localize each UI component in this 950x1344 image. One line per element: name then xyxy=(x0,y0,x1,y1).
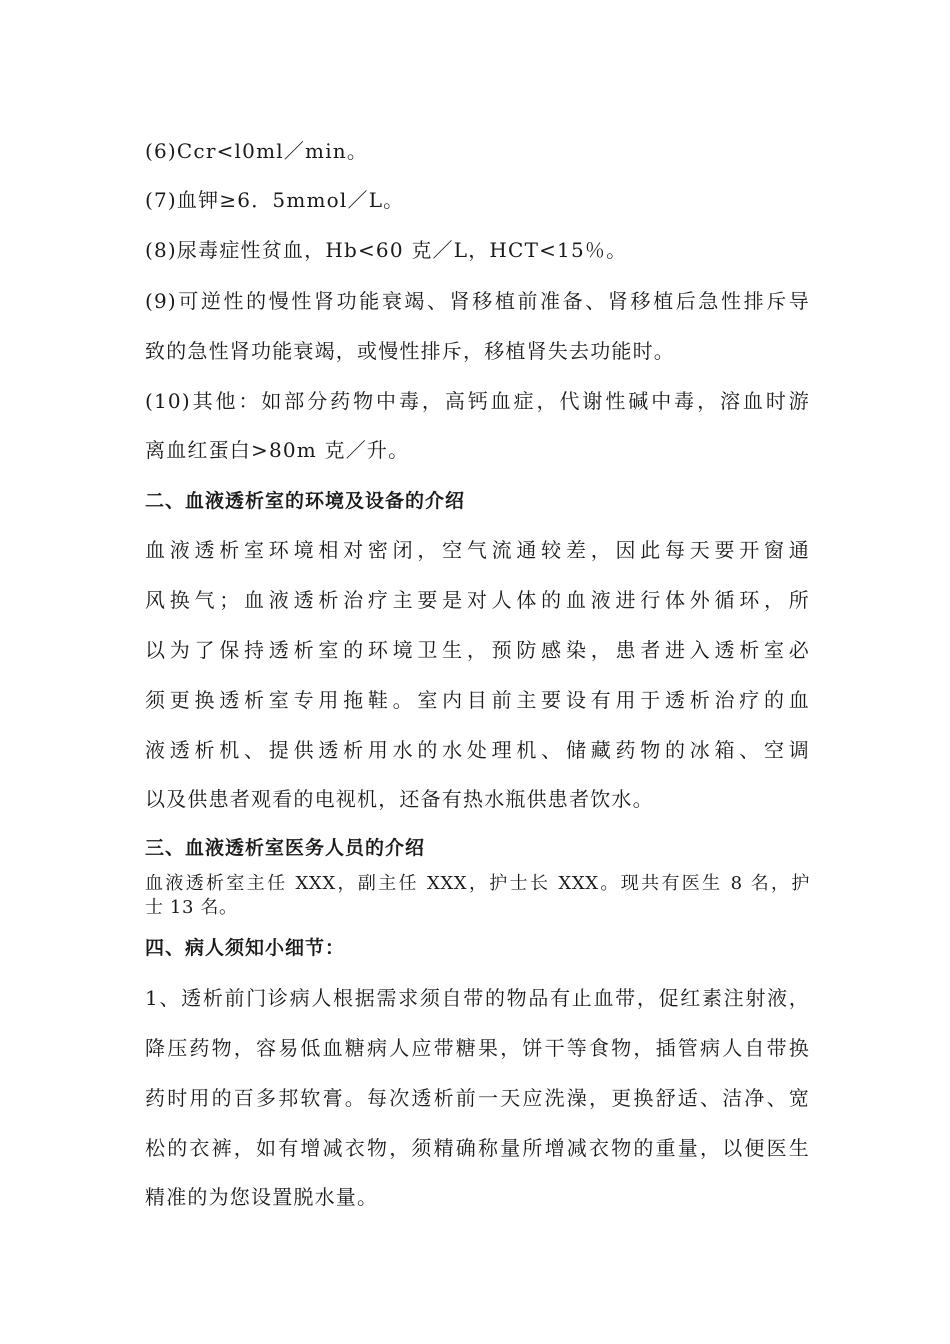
list-item-7: (7)血钾≥6．5mmol／L。 xyxy=(145,188,405,212)
section-2-paragraph-line: 液透析机、提供透析用水的水处理机、储藏药物的冰箱、空调 xyxy=(145,738,810,762)
list-item-9-line-2: 致的急性肾功能衰竭，或慢性排斥，移植肾失去功能时。 xyxy=(145,339,675,363)
section-4-paragraph-line: 降压药物，容易低血糖病人应带糖果，饼干等食物，插管病人自带换 xyxy=(145,1036,810,1060)
list-item-10-line-1: (10)其他：如部分药物中毒，高钙血症，代谢性碱中毒，溶血时游 xyxy=(145,389,810,413)
list-item-9-line-1: (9)可逆性的慢性肾功能衰竭、肾移植前准备、肾移植后急性排斥导 xyxy=(145,289,810,313)
section-2-paragraph-line: 血液透析室环境相对密闭，空气流通较差，因此每天要开窗通 xyxy=(145,538,810,562)
section-2-paragraph-line: 风换气；血液透析治疗主要是对人体的血液进行体外循环，所 xyxy=(145,588,810,612)
section-2-paragraph-line: 须更换透析室专用拖鞋。室内目前主要设有用于透析治疗的血 xyxy=(145,688,810,712)
section-2-paragraph-line: 以为了保持透析室的环境卫生，预防感染，患者进入透析室必 xyxy=(145,638,810,662)
section-3-paragraph-line: 士 13 名。 xyxy=(145,897,238,918)
section-2-heading: 二、血液透析室的环境及设备的介绍 xyxy=(145,490,466,512)
list-item-8: (8)尿毒症性贫血，Hb<60 克／L，HCT<15％。 xyxy=(145,238,628,262)
section-4-paragraph-line: 1、透析前门诊病人根据需求须自带的物品有止血带，促红素注射液， xyxy=(145,986,810,1010)
section-4-paragraph-line: 药时用的百多邦软膏。每次透析前一天应洗澡，更换舒适、洁净、宽 xyxy=(145,1086,810,1110)
section-3-heading: 三、血液透析室医务人员的介绍 xyxy=(145,837,426,859)
section-4-paragraph-line: 精准的为您设置脱水量。 xyxy=(145,1185,379,1209)
list-item-10-line-2: 离血红蛋白>80m 克／升。 xyxy=(145,438,410,462)
list-item-6: (6)Ccr<l0ml／min。 xyxy=(145,139,369,163)
section-3-paragraph-line: 血液透析室主任 XXX，副主任 XXX，护士长 XXX。现共有医生 8 名，护 xyxy=(145,873,810,894)
section-4-paragraph-line: 松的衣裤，如有增减衣物，须精确称量所增减衣物的重量，以便医生 xyxy=(145,1136,810,1160)
section-4-heading: 四、病人须知小细节： xyxy=(145,937,346,959)
section-2-paragraph-line: 以及供患者观看的电视机，还备有热水瓶供患者饮水。 xyxy=(145,787,654,811)
